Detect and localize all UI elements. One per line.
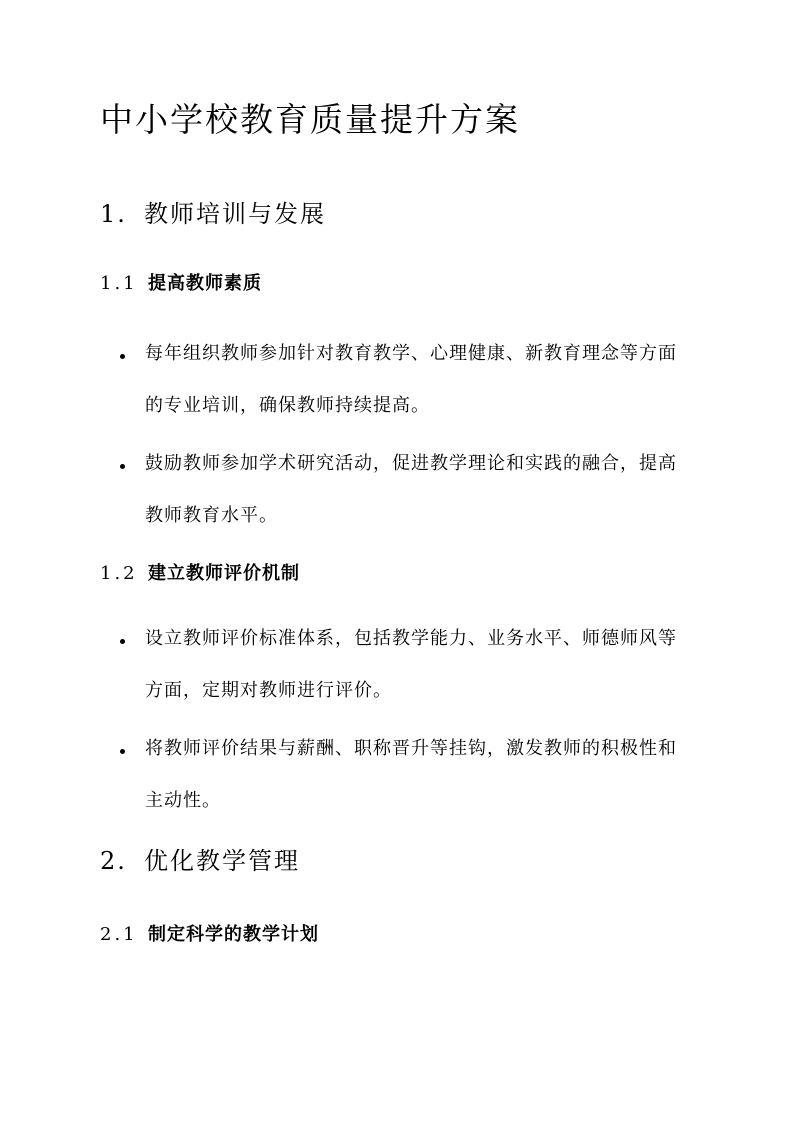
bullet-icon <box>120 639 125 644</box>
subsection-heading <box>100 561 300 587</box>
section-number: 1. <box>100 200 127 228</box>
subsection-title: 建立教师评价机制 <box>148 563 300 584</box>
subsection-number: 2.1 <box>100 924 138 945</box>
subsection-title: 制定科学的教学计划 <box>148 924 319 945</box>
section-number: 2. <box>100 847 127 875</box>
document-title: 中小学校教育质量提升方案 <box>100 100 520 139</box>
list-item-text: 鼓励教师参加学术研究活动，促进教学理论和实践的融合，提高教师教育水平。 <box>145 453 677 526</box>
bullet-icon <box>120 354 125 359</box>
bullet-icon <box>120 464 125 469</box>
list-item-text: 每年组织教师参加针对教育教学、心理健康、新教育理念等方面的专业培训，确保教师持续提高。 <box>145 343 677 416</box>
section-heading <box>100 198 326 230</box>
list-item-text: 将教师评价结果与薪酬、职称晋升等挂钩，激发教师的积极性和主动性。 <box>145 738 677 811</box>
subsection-number: 1.2 <box>100 563 138 584</box>
section-title: 优化教学管理 <box>144 847 300 875</box>
subsection-heading <box>100 922 319 948</box>
subsection-title: 提高教师素质 <box>148 273 262 294</box>
section-heading <box>100 845 300 877</box>
subsection-number: 1.1 <box>100 273 138 294</box>
section-title: 教师培训与发展 <box>144 200 326 228</box>
list-item-text: 设立教师评价标准体系，包括教学能力、业务水平、师德师风等方面，定期对教师进行评价。 <box>145 628 677 701</box>
bullet-icon <box>120 749 125 754</box>
subsection-heading <box>100 271 262 297</box>
